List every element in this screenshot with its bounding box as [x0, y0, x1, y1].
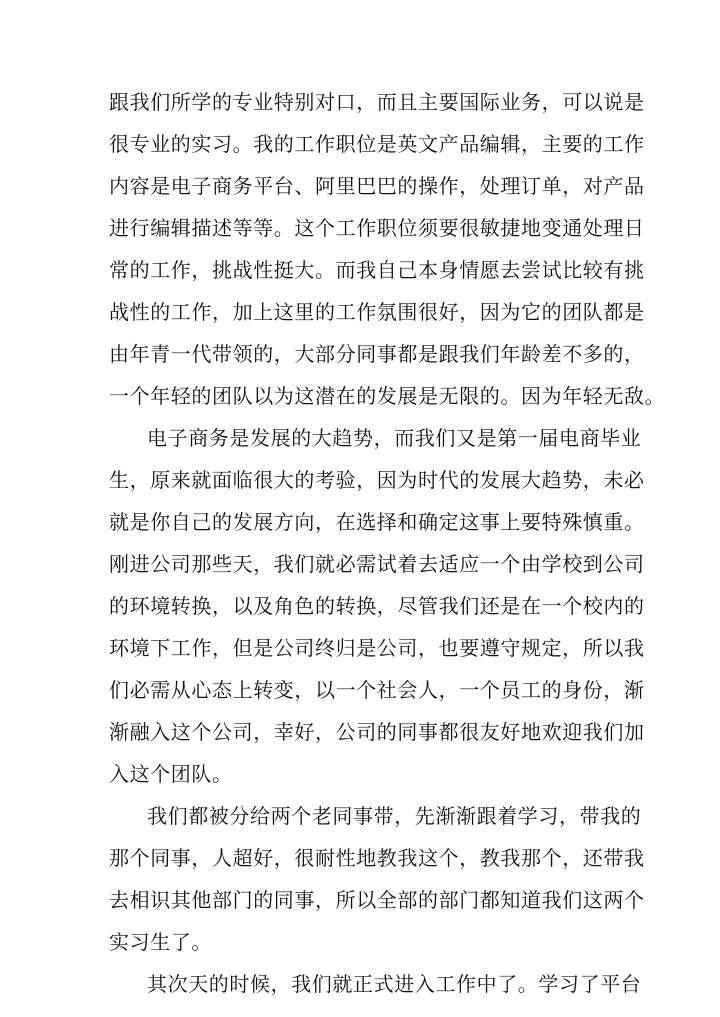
text-line: 们必需从心态上转变，以一个社会人，一个员工的身份，渐: [109, 678, 645, 702]
paragraph-first-line: 电子商务是发展的大趋势，而我们又是第一届电商毕业: [147, 426, 642, 450]
text-line: 跟我们所学的专业特别对口，而且主要国际业务，可以说是: [109, 90, 645, 114]
text-line: 那个同事，人超好，很耐性地教我这个，教我那个，还带我: [109, 846, 645, 870]
text-line: 就是你自己的发展方向，在选择和确定这事上要特殊慎重。: [109, 510, 645, 534]
text-line: 渐融入这个公司，幸好，公司的同事都很友好地欢迎我们加: [109, 720, 645, 744]
text-line: 实习生了。: [109, 930, 212, 954]
paragraph-first-line: 其次天的时候，我们就正式进入工作中了。学习了平台: [147, 972, 642, 996]
text-line: 由年青一代带领的，大部分同事都是跟我们年龄差不多的，: [109, 342, 645, 366]
text-line: 入这个团队。: [109, 762, 233, 786]
text-line: 生，原来就面临很大的考验，因为时代的发展大趋势，未必: [109, 468, 645, 492]
text-line: 刚进公司那些天，我们就必需试着去适应一个由学校到公司: [109, 552, 645, 576]
text-line: 去相识其他部门的同事，所以全部的部门都知道我们这两个: [109, 888, 645, 912]
text-line: 进行编辑描述等等。这个工作职位须要很敏捷地变通处理日: [109, 216, 645, 240]
text-line: 内容是电子商务平台、阿里巴巴的操作，处理订单，对产品: [109, 174, 645, 198]
text-line: 一个年轻的团队以为这潜在的发展是无限的。因为年轻无敌。: [109, 384, 666, 408]
text-line: 环境下工作，但是公司终归是公司，也要遵守规定，所以我: [109, 636, 645, 660]
text-line: 战性的工作，加上这里的工作氛围很好，因为它的团队都是: [109, 300, 645, 324]
text-line: 常的工作，挑战性挺大。而我自己本身情愿去尝试比较有挑: [109, 258, 645, 282]
text-line: 的环境转换，以及角色的转换，尽管我们还是在一个校内的: [109, 594, 645, 618]
text-line: 很专业的实习。我的工作职位是英文产品编辑，主要的工作: [109, 132, 645, 156]
paragraph-first-line: 我们都被分给两个老同事带，先渐渐跟着学习，带我的: [147, 804, 642, 828]
